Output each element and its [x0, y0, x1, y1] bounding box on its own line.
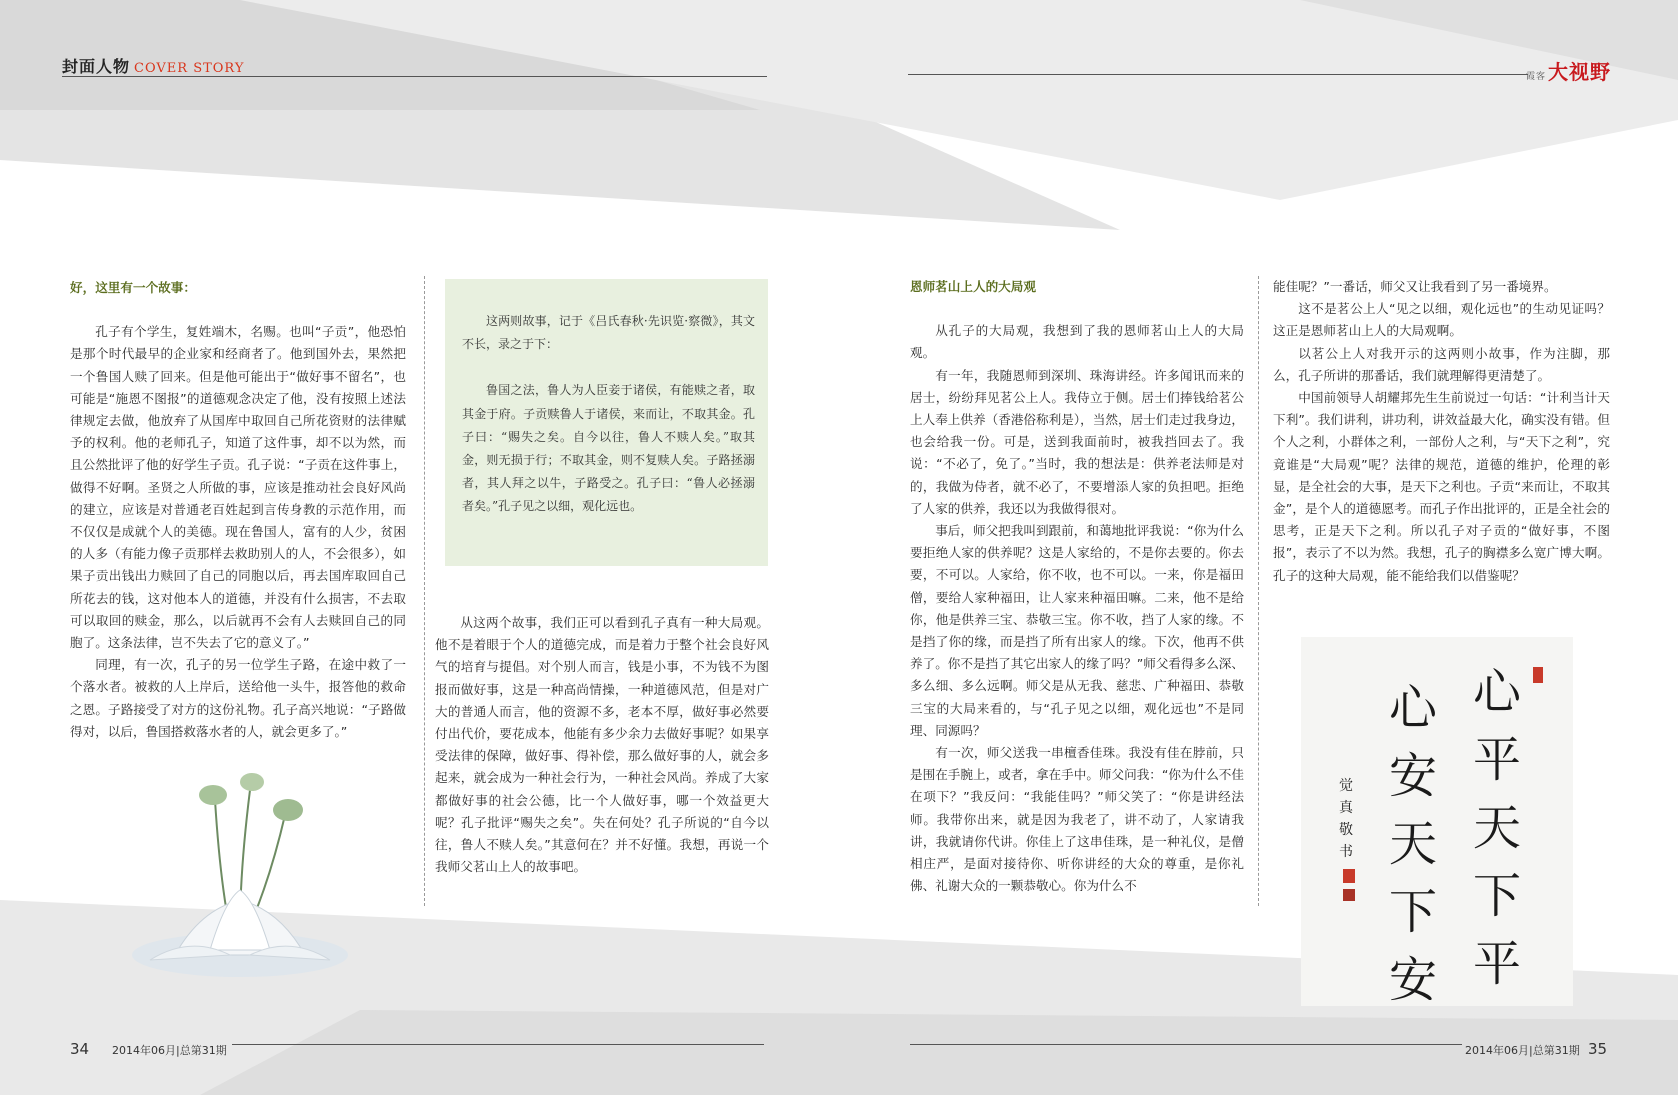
footer-left-rule [232, 1044, 764, 1045]
paragraph: 孔子有个学生，复姓端木，名赐。也叫“子贡”，他恐怕是那个时代最早的企业家和经商者了。他到国外去，果然把一个鲁国人赎了回来。但是他可能出于“做好事不留名”，也可能是“施恩不图报”的道德观念决定了他，没有按照上述法律规定去做，他放弃了从国库中取回自己所花资财的法律赋予的权利。他的老师孔子，知道了这件事，却不以为然，而且公然批评了他的好学生子贡。孔子说：“子贡在这件事上，做得不好啊。圣贤之人所做的事，应该是推动社会良好风尚的建立，应该是对普通老百姓起到言传身教的示范作用，而不仅仅是成就个人的美德。现在鲁国人，富有的人少，贫困的人多（有能力像子贡那样去救助别人的人，不会很多），如果子贡出钱出力赎回了自己的同胞以后，再去国库取回自己所花去的钱，这对他本人的道德，并没有什么损害，不去取可以取回的赎金，那么，以后就再不会有人去赎回自己的同胞了。这条法律，岂不失去了它的意义了。” [70, 324, 406, 651]
calligraphy-char: 下 [1389, 884, 1438, 940]
calligraphy-char: 平 [1473, 936, 1522, 992]
paragraph: 从孔子的大局观，我想到了我的恩师茗山上人的大局观。 [910, 323, 1244, 361]
page-number-left: 34 [70, 1040, 90, 1058]
magazine-section: 大视野 [1548, 60, 1612, 84]
section-title: 封面人物 [62, 57, 131, 76]
calligraphy-char: 安 [1389, 952, 1438, 1008]
paragraph: 这不是茗公上人“见之以细，观化远也”的生动见证吗？这正是恩师茗山上人的大局观啊。 [1273, 301, 1610, 339]
calligraphy-char: 天 [1389, 816, 1438, 872]
calligraphy-char: 安 [1389, 748, 1438, 804]
footer-right-rule [910, 1044, 1462, 1045]
section-heading: 恩师茗山上人的大局观 [910, 279, 1036, 294]
calligraphy-char: 心 [1473, 664, 1522, 720]
left-column-1 [70, 277, 406, 743]
calligraphy-signature: 觉真敬书 [1339, 778, 1353, 860]
paragraph: 中国前领导人胡耀邦先生生前说过一句话：“计利当计天下利”。我们讲利，讲功利，讲效益最大化，确实没有错。但个人之利，小群体之利，一部份人之利，与“天下之利”，究竟谁是“大局观”呢？法律的规范，道德的维护，伦理的彰显，是全社会的大事，是天下之利也。子贡“来而让，不取其金”，是个人的道德愿考。而孔子作出批评的，正是全社会的思考，正是天下之利。所以孔子对子贡的“做好事，不图报”，表示了不以为然。我想，孔子的胸襟多么宽广博大啊。孔子的这种大局观，能不能给我们以借鉴呢？ [1273, 390, 1610, 583]
paragraph: 有一次，师父送我一串檀香佳珠。我没有佳在脖前，只是围在手腕上，或者，拿在手中。师父问我：“你为什么不佳在项下？”我反问：“我能佳吗？”师父笑了：“你是讲经法师。我带你出来，就是因为我老了，讲不动了，人家请我讲，我就请你代讲。你佳上了这串佳珠，是一种礼仪，是僧相庄严，是面对接待你、听你讲经的大众的尊重，是你礼佛、礼谢大众的一颗恭敬心。你为什么不 [910, 745, 1244, 894]
column-divider [1258, 276, 1259, 906]
seal-stamp [1343, 889, 1355, 901]
seal-stamp [1533, 667, 1543, 683]
calligraphy-char: 下 [1473, 868, 1522, 924]
quote-body: 鲁国之法，鲁人为人臣妾于诸侯，有能赎之者，取其金于府。子贡赎鲁人于诸侯，来而让，不取其金。孔子曰：“赐失之矣。自今以往，鲁人不赎人矣。”取其金，则无损于行；不取其金，则不复赎人矣。子路拯溺者，其人拜之以牛，子路受之。孔子曰：“鲁人必拯溺者矣。”孔子见之以细，观化远也。 [462, 383, 755, 514]
magazine-prefix: 霞客 [1526, 72, 1547, 82]
right-column-4 [1273, 276, 1610, 587]
header-left-title [62, 54, 244, 77]
header-right-title [1526, 56, 1611, 85]
quote-text [462, 310, 755, 519]
calligraphy-char: 天 [1473, 800, 1522, 856]
section-subtitle: COVER STORY [134, 61, 245, 76]
intro-line: 好，这里有一个故事： [70, 280, 196, 295]
paragraph: 以茗公上人对我开示的这两则小故事，作为注脚，那么，孔子所讲的那番话，我们就理解得更清楚了。 [1273, 345, 1610, 383]
paragraph: 能佳呢？”一番话，师父又让我看到了另一番境界。 [1273, 279, 1557, 294]
column-divider [424, 276, 425, 906]
calligraphy-char: 平 [1473, 732, 1522, 788]
header-left-rule [62, 76, 767, 77]
paragraph: 有一年，我随恩师到深圳、珠海讲经。许多闻讯而来的居士，纷纷拜见茗公上人。我侍立于侧。居士们捧钱给茗公上人奉上供养（香港俗称利是），当然，居士们走过我身边，也会给我一份。可是，送到我面前时，被我挡回去了。我说：“不必了，免了。”当时，我的想法是：供养老法师是对的，我做为侍者，就不必了，不要增添人家的负担吧。拒绝了人家的供养，我还以为我做得很对。 [910, 367, 1244, 516]
paragraph: 同理，有一次，孔子的另一位学生子路，在途中救了一个落水者。被救的人上岸后，送给他一头牛，报答他的救命之恩。子路接受了对方的这份礼物。孔子高兴地说：“子路做得对，以后，鲁国搭救落水者的人，就会更多了。” [70, 657, 406, 739]
seal-stamp [1343, 869, 1355, 883]
lotus-illustration [120, 760, 360, 990]
paragraph: 事后，师父把我叫到跟前，和蔼地批评我说：“你为什么要拒绝人家的供养呢？这是人家给的，不是你去要的。你去要，不可以。人家给，你不收，也不可以。一来，你是福田僧，要给人家种福田，让人家来种福田嘛。二来，他不是给你，他是供养三宝、恭敬三宝。你不收，挡了人家的缘。不是挡了你的缘，而是挡了所有出家人的缘。下次，他再不供养了。你不是挡了其它出家人的缘了吗？”师父看得多么深、多么细、多么远啊。师父是从无我、慈悲、广种福田、恭敬三宝的大局来看的，与“孔子见之以细，观化远也”不是同理、同源吗？ [910, 523, 1244, 738]
calligraphy-char: 心 [1389, 680, 1438, 736]
issue-info-right: 2014年06月|总第31期 [1465, 1044, 1580, 1057]
page-number-right: 35 [1588, 1040, 1608, 1058]
header-right-rule [908, 74, 1528, 75]
quote-intro: 这两则故事，记于《吕氏春秋·先识览·察微》，其文不长，录之于下： [462, 314, 755, 352]
right-column-3 [910, 276, 1244, 897]
left-column-2 [435, 612, 769, 878]
calligraphy-artwork [1301, 637, 1573, 1006]
paragraph: 从这两个故事，我们正可以看到孔子真有一种大局观。他不是着眼于个人的道德完成，而是着力于整个社会良好风气的培育与提倡。对个别人而言，钱是小事，不为钱不为图报而做好事，这是一种高尚情操，一种道德风范，但是对广大的普通人而言，他的资源不多，老本不厚，做好事必然要付出代价，要花成本，他能有多少余力去做好事呢？如果享受法律的保障，做好事、得补偿，那么做好事的人，就会多起来，就会成为一种社会行为，一种社会风尚。养成了大家都做好事的社会公德，比一个人做好事，哪一个效益更大呢？孔子批评“赐失之矣”。失在何处？孔子所说的“自今以往，鲁人不赎人矣。”其意何在？并不好懂。我想，再说一个我师父茗山上人的故事吧。 [435, 615, 769, 875]
issue-info-left: 2014年06月|总第31期 [112, 1044, 227, 1057]
